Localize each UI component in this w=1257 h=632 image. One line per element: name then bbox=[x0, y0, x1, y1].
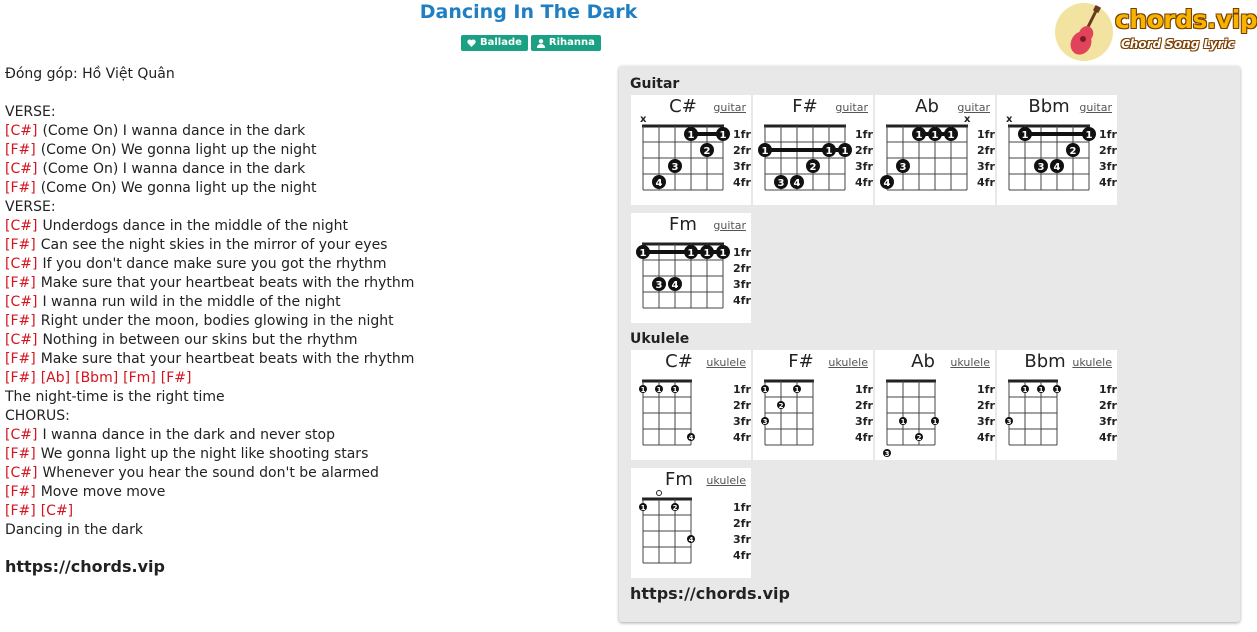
footer-url[interactable]: https://chords.vip bbox=[5, 557, 165, 576]
chord-link[interactable]: [F#] bbox=[5, 313, 36, 329]
guitar-icon bbox=[1055, 3, 1113, 61]
lyric-line bbox=[5, 122, 605, 141]
lyric-text: Dancing in the dark bbox=[5, 522, 143, 538]
chord-diagram bbox=[631, 350, 751, 460]
finger-number: 3 bbox=[1006, 418, 1012, 426]
finger-number: 1 bbox=[1038, 386, 1044, 394]
chord-link[interactable]: [Ab] bbox=[40, 370, 71, 386]
fret-label: 4fr bbox=[733, 176, 751, 189]
fret-label: 2fr bbox=[977, 399, 995, 412]
finger-number: 3 bbox=[1037, 162, 1045, 173]
finger-number: 1 bbox=[703, 248, 711, 259]
lyric-text: Right under the moon, bodies glowing in the night bbox=[40, 313, 394, 329]
lyric-text: If you don't dance make sure you got the rhythm bbox=[42, 256, 387, 272]
guitar-link[interactable]: guitar bbox=[957, 101, 990, 114]
finger-number: 1 bbox=[1022, 386, 1028, 394]
guitar-chord-card[interactable] bbox=[875, 95, 995, 205]
lyric-text: Nothing in between our skins but the rhythm bbox=[42, 332, 358, 348]
chord-diagram bbox=[875, 95, 995, 205]
fret-label: 1fr bbox=[1099, 383, 1117, 396]
chord-diagram bbox=[631, 95, 751, 205]
finger-number: 2 bbox=[703, 146, 711, 157]
ukulele-chord-card[interactable] bbox=[753, 350, 873, 460]
fret-label: 4fr bbox=[733, 549, 751, 562]
chord-link[interactable]: [C#] bbox=[40, 503, 74, 519]
chord-link[interactable]: [F#] bbox=[5, 180, 36, 196]
chord-diagram bbox=[631, 213, 751, 323]
finger-number: 2 bbox=[672, 504, 678, 512]
fret-label: 4fr bbox=[733, 294, 751, 307]
lyric-text: Đóng góp: Hồ Việt Quân bbox=[5, 66, 175, 82]
ukulele-chord-card[interactable] bbox=[631, 350, 751, 460]
heart-icon bbox=[467, 39, 476, 47]
finger-number: 1 bbox=[687, 248, 695, 259]
chord-name: Ab bbox=[915, 96, 939, 117]
chord-name: Bbm bbox=[1024, 351, 1066, 372]
ukulele-section-title: Ukulele bbox=[630, 331, 690, 347]
lyric-line bbox=[5, 464, 605, 483]
chord-link[interactable]: [C#] bbox=[5, 218, 38, 234]
finger-number: 4 bbox=[883, 178, 891, 189]
lyric-text: (Come On) I wanna dance in the dark bbox=[42, 123, 306, 139]
guitar-chord-card[interactable] bbox=[631, 213, 751, 323]
lyric-line bbox=[5, 274, 605, 293]
chord-link[interactable]: [F#] bbox=[5, 370, 36, 386]
finger-number: 3 bbox=[899, 162, 907, 173]
muted-string-mark: x bbox=[640, 114, 647, 125]
finger-number: 4 bbox=[655, 178, 663, 189]
finger-number: 1 bbox=[947, 130, 955, 141]
chord-name: Fm bbox=[669, 214, 697, 235]
chord-link[interactable]: [C#] bbox=[5, 332, 38, 348]
lyric-text: VERSE: bbox=[5, 199, 56, 215]
lyric-text: I wanna dance in the dark and never stop bbox=[42, 427, 335, 443]
chord-link[interactable]: [F#] bbox=[160, 370, 192, 386]
fret-label: 2fr bbox=[733, 144, 751, 157]
finger-number: 1 bbox=[1054, 386, 1060, 394]
chord-link[interactable]: [Fm] bbox=[123, 370, 156, 386]
logo-text: chords.vip bbox=[1115, 5, 1257, 34]
finger-number: 4 bbox=[688, 536, 694, 544]
fret-label: 1fr bbox=[1099, 128, 1117, 141]
guitar-chord-card[interactable] bbox=[753, 95, 873, 205]
finger-number: 1 bbox=[931, 130, 939, 141]
user-icon bbox=[537, 39, 545, 48]
guitar-link[interactable]: guitar bbox=[1079, 101, 1112, 114]
finger-number: 1 bbox=[761, 146, 769, 157]
finger-number: 2 bbox=[809, 162, 817, 173]
lyrics-body bbox=[5, 65, 605, 540]
finger-number: 1 bbox=[915, 130, 923, 141]
tag-list bbox=[461, 35, 601, 51]
ukulele-chord-card[interactable] bbox=[997, 350, 1117, 460]
chord-name: C# bbox=[665, 351, 693, 372]
lyric-line bbox=[5, 217, 605, 236]
fret-label: 4fr bbox=[1099, 431, 1117, 444]
ukulele-link[interactable]: ukulele bbox=[950, 356, 990, 369]
fret-label: 4fr bbox=[977, 176, 995, 189]
finger-number: 3 bbox=[762, 418, 768, 426]
ukulele-link[interactable]: ukulele bbox=[706, 356, 746, 369]
muted-string-mark: x bbox=[964, 114, 971, 125]
lyric-text: VERSE: bbox=[5, 104, 56, 120]
chord-diagram bbox=[997, 95, 1117, 205]
lyric-line bbox=[5, 65, 605, 84]
muted-string-mark: x bbox=[1006, 114, 1013, 125]
chord-link[interactable]: [F#] bbox=[5, 237, 36, 253]
fret-label: 3fr bbox=[733, 533, 751, 546]
guitar-link[interactable]: guitar bbox=[713, 101, 746, 114]
finger-number: 1 bbox=[900, 418, 906, 426]
chord-diagram bbox=[875, 350, 995, 460]
lyric-text: Make sure that your heartbeat beats with the rhythm bbox=[40, 275, 415, 291]
chord-diagram bbox=[631, 468, 751, 578]
lyric-text: I wanna run wild in the middle of the night bbox=[42, 294, 341, 310]
finger-number: 1 bbox=[719, 248, 727, 259]
ukulele-link[interactable]: ukulele bbox=[828, 356, 868, 369]
genre-tag[interactable] bbox=[461, 35, 528, 51]
fret-label: 4fr bbox=[733, 431, 751, 444]
lyric-line bbox=[5, 388, 605, 407]
chord-diagram bbox=[753, 95, 873, 205]
lyric-text: (Come On) We gonna light up the night bbox=[40, 142, 317, 158]
fret-label: 3fr bbox=[977, 415, 995, 428]
fret-label: 1fr bbox=[855, 128, 873, 141]
finger-number: 1 bbox=[719, 130, 727, 141]
finger-number: 4 bbox=[671, 280, 679, 291]
blank-line bbox=[5, 84, 605, 103]
finger-number: 1 bbox=[656, 386, 662, 394]
finger-number: 4 bbox=[688, 434, 694, 442]
fret-label: 3fr bbox=[855, 160, 873, 173]
lyric-text: Can see the night skies in the mirror of your eyes bbox=[40, 237, 388, 253]
finger-number: 1 bbox=[1021, 130, 1029, 141]
lyric-line bbox=[5, 293, 605, 312]
fret-label: 1fr bbox=[733, 501, 751, 514]
lyric-text: Whenever you hear the sound don't be alarmed bbox=[42, 465, 379, 481]
fret-label: 2fr bbox=[855, 144, 873, 157]
guitar-chord-card[interactable] bbox=[997, 95, 1117, 205]
finger-number: 2 bbox=[1069, 146, 1077, 157]
lyric-line bbox=[5, 103, 605, 122]
fret-label: 1fr bbox=[733, 383, 751, 396]
lyric-line bbox=[5, 312, 605, 331]
guitar-link[interactable]: guitar bbox=[713, 219, 746, 232]
fret-label: 2fr bbox=[733, 517, 751, 530]
ukulele-link[interactable]: ukulele bbox=[1072, 356, 1112, 369]
fret-label: 3fr bbox=[733, 278, 751, 291]
panel-url[interactable]: https://chords.vip bbox=[630, 584, 790, 603]
logo-subtitle: Chord Song Lyric bbox=[1121, 37, 1235, 51]
fret-label: 4fr bbox=[977, 431, 995, 444]
lyric-line bbox=[5, 369, 605, 388]
lyric-line bbox=[5, 160, 605, 179]
fret-label: 3fr bbox=[977, 160, 995, 173]
lyric-line bbox=[5, 502, 605, 521]
finger-number: 1 bbox=[762, 386, 768, 394]
guitar-chord-card[interactable] bbox=[631, 95, 751, 205]
ukulele-chord-card[interactable] bbox=[631, 468, 751, 578]
chord-link[interactable]: [F#] bbox=[5, 503, 36, 519]
lyric-text: Underdogs dance in the middle of the night bbox=[42, 218, 349, 234]
chord-link[interactable]: [Bbm] bbox=[75, 370, 119, 386]
finger-number: 1 bbox=[672, 386, 678, 394]
finger-number: 1 bbox=[932, 418, 938, 426]
lyric-line bbox=[5, 179, 605, 198]
artist-tag-label: Rihanna bbox=[548, 37, 595, 48]
fret-label: 3fr bbox=[1099, 160, 1117, 173]
chord-link[interactable]: [C#] bbox=[5, 123, 38, 139]
finger-number: 1 bbox=[640, 504, 646, 512]
chord-link[interactable]: [F#] bbox=[5, 351, 36, 367]
finger-number: 3 bbox=[655, 280, 663, 291]
fret-label: 3fr bbox=[855, 415, 873, 428]
fret-label: 1fr bbox=[977, 383, 995, 396]
finger-number: 1 bbox=[841, 146, 849, 157]
lyric-line bbox=[5, 141, 605, 160]
guitar-section-title: Guitar bbox=[630, 76, 680, 92]
chord-name: F# bbox=[792, 96, 818, 117]
fret-label: 2fr bbox=[733, 262, 751, 275]
fret-label: 2fr bbox=[733, 399, 751, 412]
chord-name: Bbm bbox=[1028, 96, 1070, 117]
guitar-link[interactable]: guitar bbox=[835, 101, 868, 114]
lyric-line bbox=[5, 350, 605, 369]
chord-link[interactable]: [C#] bbox=[5, 465, 38, 481]
open-string-mark bbox=[657, 491, 662, 496]
lyric-line bbox=[5, 255, 605, 274]
chord-name: C# bbox=[669, 96, 697, 117]
fret-label: 4fr bbox=[1099, 176, 1117, 189]
finger-number: 3 bbox=[777, 178, 785, 189]
lyric-text: (Come On) I wanna dance in the dark bbox=[42, 161, 306, 177]
finger-number: 2 bbox=[916, 434, 922, 442]
lyric-text: Move move move bbox=[40, 484, 166, 500]
chord-link[interactable]: [C#] bbox=[5, 427, 38, 443]
artist-tag[interactable] bbox=[531, 35, 601, 51]
finger-number: 1 bbox=[640, 386, 646, 394]
site-logo[interactable] bbox=[1055, 3, 1257, 61]
chord-diagram bbox=[997, 350, 1117, 460]
lyric-text: CHORUS: bbox=[5, 408, 70, 424]
chord-link[interactable]: [C#] bbox=[5, 294, 38, 310]
chord-link[interactable]: [F#] bbox=[5, 142, 36, 158]
fret-label: 3fr bbox=[733, 160, 751, 173]
lyric-line bbox=[5, 407, 605, 426]
finger-number: 3 bbox=[884, 450, 890, 458]
finger-number: 1 bbox=[825, 146, 833, 157]
lyric-text: (Come On) We gonna light up the night bbox=[40, 180, 317, 196]
fret-label: 1fr bbox=[977, 128, 995, 141]
fret-label: 2fr bbox=[1099, 144, 1117, 157]
finger-number: 4 bbox=[1053, 162, 1061, 173]
chord-name: F# bbox=[788, 351, 814, 372]
ukulele-chord-card[interactable] bbox=[875, 350, 995, 460]
chord-link[interactable]: [F#] bbox=[5, 484, 36, 500]
lyric-line bbox=[5, 483, 605, 502]
fret-label: 4fr bbox=[855, 431, 873, 444]
chord-name: Ab bbox=[911, 351, 935, 372]
finger-number: 1 bbox=[687, 130, 695, 141]
fret-label: 1fr bbox=[733, 128, 751, 141]
fret-label: 1fr bbox=[733, 246, 751, 259]
chord-link[interactable]: [F#] bbox=[5, 275, 36, 291]
fret-label: 4fr bbox=[855, 176, 873, 189]
barre bbox=[1025, 132, 1089, 136]
fret-label: 2fr bbox=[855, 399, 873, 412]
lyric-line bbox=[5, 521, 605, 540]
finger-number: 2 bbox=[778, 402, 784, 410]
genre-tag-label: Ballade bbox=[480, 37, 522, 48]
lyric-line bbox=[5, 236, 605, 255]
fret-label: 2fr bbox=[1099, 399, 1117, 412]
finger-number: 1 bbox=[639, 248, 647, 259]
fret-label: 2fr bbox=[977, 144, 995, 157]
lyric-text: The night-time is the right time bbox=[5, 389, 225, 405]
chord-link[interactable]: [C#] bbox=[5, 256, 38, 272]
lyric-text: We gonna light up the night like shooting stars bbox=[40, 446, 369, 462]
lyric-text: Make sure that your heartbeat beats with the rhythm bbox=[40, 351, 415, 367]
finger-number: 3 bbox=[671, 162, 679, 173]
finger-number: 1 bbox=[1085, 130, 1093, 141]
chord-diagram bbox=[753, 350, 873, 460]
finger-number: 1 bbox=[794, 386, 800, 394]
chord-name: Fm bbox=[665, 469, 693, 490]
lyric-line bbox=[5, 426, 605, 445]
lyric-line bbox=[5, 331, 605, 350]
lyric-line bbox=[5, 445, 605, 464]
finger-number: 4 bbox=[793, 178, 801, 189]
lyric-line bbox=[5, 198, 605, 217]
fret-label: 3fr bbox=[1099, 415, 1117, 428]
fret-label: 3fr bbox=[733, 415, 751, 428]
fret-label: 1fr bbox=[855, 383, 873, 396]
chord-link[interactable]: [C#] bbox=[5, 161, 38, 177]
song-title[interactable]: Dancing In The Dark bbox=[419, 1, 638, 23]
ukulele-link[interactable]: ukulele bbox=[706, 474, 746, 487]
chord-link[interactable]: [F#] bbox=[5, 446, 36, 462]
